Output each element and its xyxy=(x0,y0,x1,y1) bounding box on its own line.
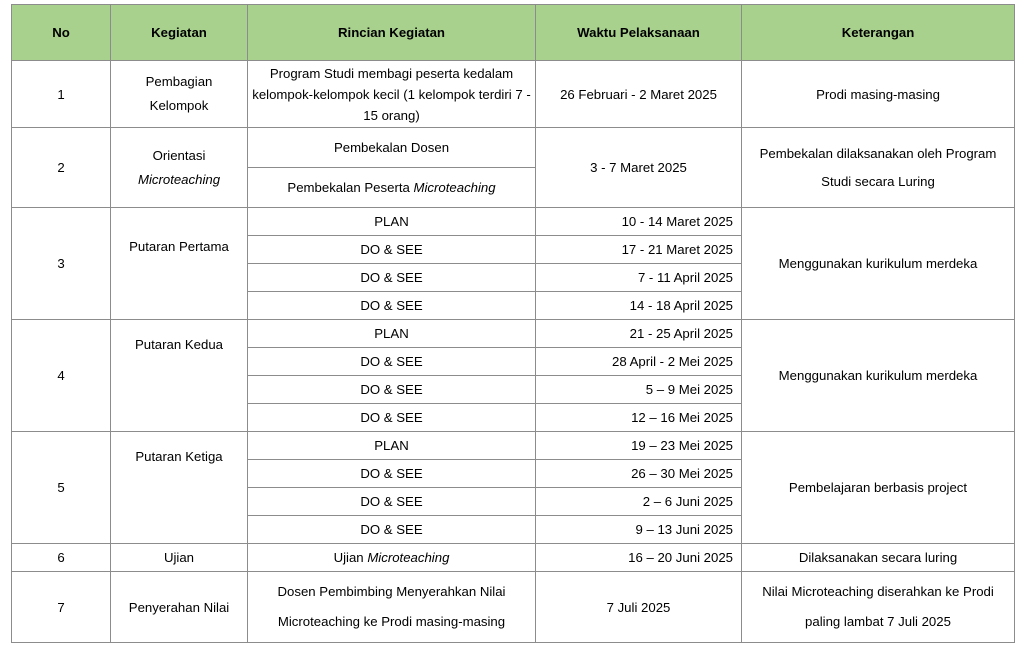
rincian-italic: Microteaching xyxy=(367,550,450,565)
cell-no: 6 xyxy=(12,544,111,572)
cell-rincian: PLAN xyxy=(248,208,536,236)
table-row xyxy=(12,128,1015,168)
cell-kegiatan: Putaran Ketiga xyxy=(111,432,248,544)
kegiatan-line: Orientasi xyxy=(152,147,206,163)
cell-keterangan: Prodi masing-masing xyxy=(742,61,1015,128)
cell-rincian: Program Studi membagi peserta kedalam kelompok-kelompok kecil (1 kelompok terdiri 7 - 15 orang) xyxy=(248,61,536,128)
cell-rincian: Pembekalan Dosen xyxy=(248,128,536,168)
cell-rincian: PLAN xyxy=(248,320,536,348)
schedule-table-container xyxy=(11,4,1015,643)
cell-waktu: 2 – 6 Juni 2025 xyxy=(536,488,742,516)
cell-rincian: DO & SEE xyxy=(248,264,536,292)
cell-waktu: 10 - 14 Maret 2025 xyxy=(536,208,742,236)
table-row xyxy=(12,208,1015,236)
table-row xyxy=(12,432,1015,460)
cell-waktu: 5 – 9 Mei 2025 xyxy=(536,376,742,404)
cell-kegiatan: Penyerahan Nilai xyxy=(111,572,248,643)
cell-kegiatan: Putaran Pertama xyxy=(111,208,248,320)
rincian-italic: Microteaching xyxy=(413,180,496,195)
cell-rincian: DO & SEE xyxy=(248,376,536,404)
table-row xyxy=(12,544,1015,572)
cell-keterangan: Dilaksanakan secara luring xyxy=(742,544,1015,572)
header-rincian: Rincian Kegiatan xyxy=(248,5,536,61)
cell-no: 1 xyxy=(12,61,111,128)
cell-waktu: 26 – 30 Mei 2025 xyxy=(536,460,742,488)
cell-no: 7 xyxy=(12,572,111,643)
cell-waktu: 26 Februari - 2 Maret 2025 xyxy=(536,61,742,128)
cell-no: 2 xyxy=(12,128,111,208)
cell-waktu: 16 – 20 Juni 2025 xyxy=(536,544,742,572)
cell-rincian: DO & SEE xyxy=(248,404,536,432)
cell-rincian: DO & SEE xyxy=(248,348,536,376)
table-row xyxy=(12,320,1015,348)
header-kegiatan: Kegiatan xyxy=(111,5,248,61)
cell-keterangan: Pembelajaran berbasis project xyxy=(742,432,1015,544)
header-no: No xyxy=(12,5,111,61)
cell-keterangan: Menggunakan kurikulum merdeka xyxy=(742,208,1015,320)
cell-waktu: 21 - 25 April 2025 xyxy=(536,320,742,348)
cell-keterangan: Nilai Microteaching diserahkan ke Prodi paling lambat 7 Juli 2025 xyxy=(742,572,1015,643)
cell-waktu: 28 April - 2 Mei 2025 xyxy=(536,348,742,376)
kegiatan-line-italic: Microteaching xyxy=(137,171,221,187)
cell-rincian: DO & SEE xyxy=(248,488,536,516)
cell-waktu: 14 - 18 April 2025 xyxy=(536,292,742,320)
schedule-table xyxy=(11,4,1015,643)
cell-waktu: 3 - 7 Maret 2025 xyxy=(536,128,742,208)
cell-waktu: 19 – 23 Mei 2025 xyxy=(536,432,742,460)
kegiatan-line: Kelompok xyxy=(149,98,209,113)
kegiatan-line: Pembagian xyxy=(145,74,213,89)
table-row xyxy=(12,61,1015,128)
cell-rincian: DO & SEE xyxy=(248,292,536,320)
header-waktu: Waktu Pelaksanaan xyxy=(536,5,742,61)
cell-waktu: 7 - 11 April 2025 xyxy=(536,264,742,292)
cell-kegiatan xyxy=(111,128,248,208)
cell-kegiatan: Ujian xyxy=(111,544,248,572)
cell-no: 5 xyxy=(12,432,111,544)
cell-waktu: 17 - 21 Maret 2025 xyxy=(536,236,742,264)
rincian-text: Pembekalan Peserta xyxy=(287,180,414,195)
header-row xyxy=(12,5,1015,61)
cell-rincian: DO & SEE xyxy=(248,516,536,544)
cell-kegiatan: Putaran Kedua xyxy=(111,320,248,432)
cell-waktu: 9 – 13 Juni 2025 xyxy=(536,516,742,544)
cell-keterangan: Pembekalan dilaksanakan oleh Program Studi secara Luring xyxy=(742,128,1015,208)
cell-rincian: DO & SEE xyxy=(248,236,536,264)
header-keterangan: Keterangan xyxy=(742,5,1015,61)
cell-keterangan: Menggunakan kurikulum merdeka xyxy=(742,320,1015,432)
cell-no: 3 xyxy=(12,208,111,320)
cell-rincian: Dosen Pembimbing Menyerahkan Nilai Microteaching ke Prodi masing-masing xyxy=(248,572,536,643)
cell-rincian: PLAN xyxy=(248,432,536,460)
cell-no: 4 xyxy=(12,320,111,432)
rincian-text: Ujian xyxy=(333,550,368,565)
cell-rincian: DO & SEE xyxy=(248,460,536,488)
cell-rincian xyxy=(248,168,536,208)
cell-rincian xyxy=(248,544,536,572)
table-row xyxy=(12,572,1015,643)
cell-kegiatan xyxy=(111,61,248,128)
cell-waktu: 7 Juli 2025 xyxy=(536,572,742,643)
cell-waktu: 12 – 16 Mei 2025 xyxy=(536,404,742,432)
